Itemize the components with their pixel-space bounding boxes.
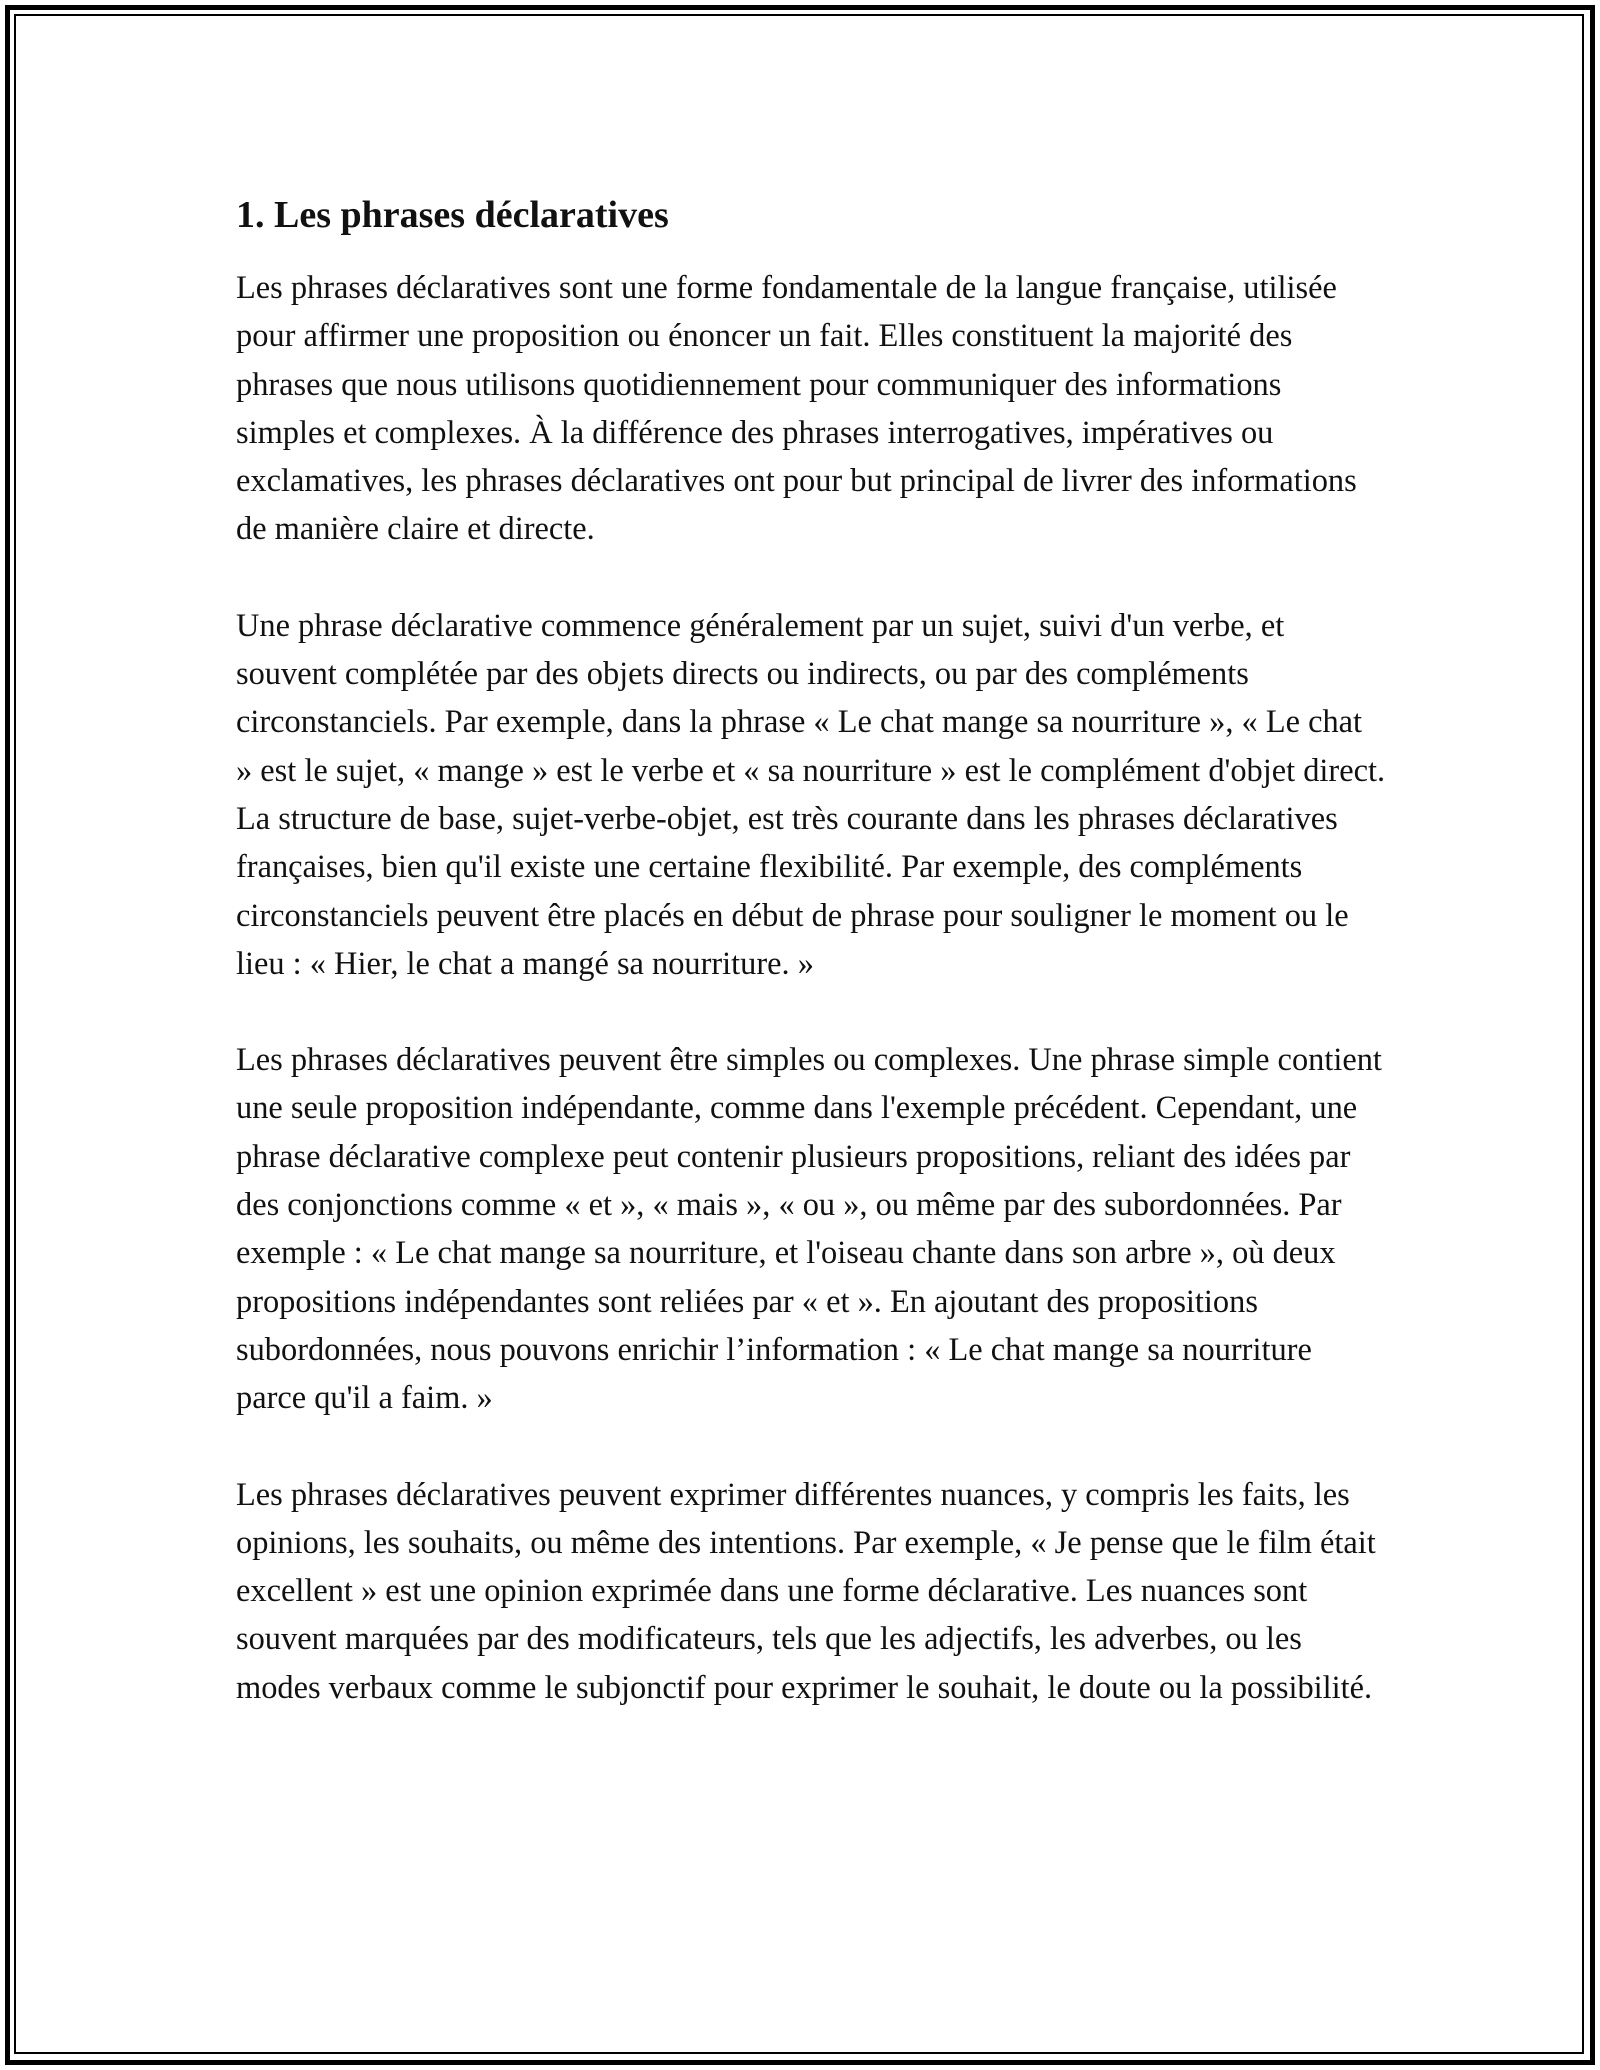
paragraph-nuances: Les phrases déclaratives peuvent exprimer différentes nuances, y compris les faits, les opinions, les souhaits, ou même des intentions. Par exemple, « Je pense que le film était excellent » est une opinion exprimée dans une forme déclarative. Les nuances sont souvent marquées par des modificateurs, tels que les adjectifs, les adverbes, ou les modes verbaux comme le subjonctif pour exprimer le souhait, le doute ou la possibilité.: [236, 1476, 1376, 1706]
document-body: [236, 186, 1386, 1712]
paragraph-intro: Les phrases déclaratives sont une forme fondamentale de la langue française, utilisée pour affirmer une proposition ou énoncer un fait. Elles constituent la majorité des phrases que nous utilisons quotidiennement pour communiquer des informations simples et complexes. À la différence des phrases interrogatives, impératives ou exclamatives, les phrases déclaratives ont pour but principal de livrer des informations de manière claire et directe.: [236, 270, 1357, 548]
paragraph-simple-complex: Les phrases déclaratives peuvent être simples ou complexes. Une phrase simple contient une seule proposition indépendante, comme dans l'exemple précédent. Cependant, une phrase déclarative complexe peut contenir plusieurs propositions, reliant des idées par des conjonctions comme « et », « mais », « ou », ou même par des subordonnées. Par exemple : « Le chat mange sa nourriture, et l'oiseau chante dans son arbre », où deux propositions indépendantes sont reliées par « et ». En ajoutant des propositions subordonnées, nous pouvons enrichir l’information : « Le chat mange sa nourriture parce qu'il a faim. »: [236, 1042, 1382, 1417]
section-title: 1. Les phrases déclaratives: [236, 194, 669, 236]
paragraph-structure: Une phrase déclarative commence généralement par un sujet, suivi d'un verbe, et souvent complétée par des objets directs ou indirects, ou par des compléments circonstanciels. Par exemple, dans la phrase « Le chat mange sa nourriture », « Le chat » est le sujet, « mange » est le verbe et « sa nourriture » est le complément d'objet direct. La structure de base, sujet-verbe-objet, est très courante dans les phrases déclaratives françaises, bien qu'il existe une certaine flexibilité. Par exemple, des compléments circonstanciels peuvent être placés en début de phrase pour souligner le moment ou le lieu : « Hier, le chat a mangé sa nourriture. »: [236, 607, 1386, 982]
